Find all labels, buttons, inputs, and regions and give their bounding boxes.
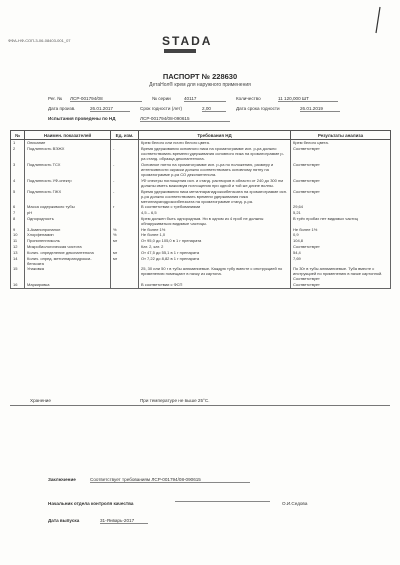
expiry-value: 26.01.2019 (300, 106, 340, 112)
row-unit: - (111, 177, 139, 188)
row-result: В трёх пробах нет видимых частиц (291, 215, 391, 226)
row-unit (111, 266, 139, 282)
row-result: Соответствует (291, 177, 391, 188)
row-unit: - (111, 162, 139, 178)
row-name: Колич. определение декспантенола (25, 249, 111, 255)
head-label: Начальник отдела контроля качества (48, 501, 134, 506)
col-result: Результаты анализа (291, 131, 391, 140)
row-number: 1 (11, 140, 25, 146)
row-name: Подлинность ВЭЖХ (25, 146, 111, 162)
row-requirement: От 47,5 до 55,1 в 1 г препарата (139, 249, 291, 255)
row-result: Не более 1% (291, 226, 391, 232)
row-result: 104,8 (291, 238, 391, 244)
row-number: 7 (11, 210, 25, 216)
row-result: 7,69 (291, 255, 391, 266)
row-name: Описание (25, 140, 111, 146)
handwritten-mark (366, 5, 386, 35)
conclusion-text: Соответствует требованиям ЛСР-001794/08-090615 (90, 477, 250, 483)
row-unit: мг (111, 238, 139, 244)
row-name: pH (25, 210, 111, 216)
row-requirement: Время удерживания пика метилпарагидроксибензоата на хроматограмме исп. р-ра должно соответствовать времени удерживания пика метилпарагидроксибензоата на хроматограмме станд. р-ра. (139, 188, 291, 204)
series-value: 40117 (184, 96, 226, 102)
row-unit: % (111, 232, 139, 238)
row-requirement: В соответствии с требованиями (139, 204, 291, 210)
row-number: 15 (11, 266, 25, 282)
row-name: 3-Аминопропанол (25, 226, 111, 232)
row-name: Упаковка (25, 266, 111, 282)
stada-logo (150, 34, 230, 56)
row-unit: % (111, 226, 139, 232)
qty-value: 11 120,000 ШТ (278, 96, 338, 102)
row-name: Колич. опред. метилпарагидрокси-бензоата (25, 255, 111, 266)
passport-title: ПАСПОРТ № 228630 (162, 72, 238, 81)
row-unit: - (111, 146, 139, 162)
row-requirement: 4,5 – 6,5 (139, 210, 291, 216)
row-result: 29,64 (291, 204, 391, 210)
signature-line (175, 501, 270, 502)
col-requirement: Требования НД (139, 131, 291, 140)
product-name: ДетаНол® крем для наружного применения (149, 82, 251, 88)
row-requirement: Крем белого или почти белого цвета. (139, 140, 291, 146)
row-unit (111, 215, 139, 226)
form-code: ФФА-НФ-СОП-3-06-08403-001_07 (8, 38, 71, 43)
table-header-row (11, 131, 391, 140)
row-name: Однородность (25, 215, 111, 226)
row-result: Соответствует (291, 162, 391, 178)
row-result: Соответствует (291, 146, 391, 162)
row-number: 3 (11, 162, 25, 178)
table-row (11, 188, 391, 204)
table-row (11, 282, 391, 288)
row-requirement: Время удерживания основного пика на хроматограмме исп. р-ра должно соответствовать времени удерживания основного пика на хроматограмме р-ра станд. образца декспантенола. (139, 146, 291, 162)
made-label: Дата произв. (48, 106, 76, 111)
row-requirement: От 7,22 до 8,82 в 1 г препарата (139, 255, 291, 266)
row-number: 10 (11, 232, 25, 238)
row-result: По 30г в тубы алюминиевые. Туба вместе с инструкцией по применению в пачке картонной. Соответствует (291, 266, 391, 282)
row-number: 11 (11, 238, 25, 244)
expiry-label: Дата срока годности (236, 106, 280, 111)
row-number: 5 (11, 188, 25, 204)
row-result: Соответствует (291, 244, 391, 250)
brand-name: STADA (162, 34, 213, 48)
series-label: № серии (152, 96, 171, 101)
row-requirement: В соответствии с ФСП (139, 282, 291, 288)
row-name: Маркировка (25, 282, 111, 288)
row-requirement: Не более 1,0 (139, 232, 291, 238)
nd-value: ЛСР-001794/08-090615 (140, 116, 230, 122)
date-label: Дата выпуска (48, 518, 80, 523)
col-number: № (11, 131, 25, 140)
table-row (11, 162, 391, 178)
row-name: Микробиологическая чистота (25, 244, 111, 250)
head-name: О.И.Седова (282, 501, 308, 506)
storage-text: При температуре не выше 25°С. (140, 398, 210, 403)
table-row (11, 266, 391, 282)
col-name: Наимен. показателей (25, 131, 111, 140)
row-requirement: Основное пятно на хроматограмме исп. р-ра по положению, размеру и интенсивности окраски должно соответствовать основному пятну на хроматограмме р-ра СО декспантенола. (139, 162, 291, 178)
col-unit: Ед. изм. (111, 131, 139, 140)
row-requirement: От 95,0 до 105,0 в 1 г препарата (139, 238, 291, 244)
row-unit: мг (111, 249, 139, 255)
row-number: 12 (11, 244, 25, 250)
row-unit: - (111, 188, 139, 204)
row-number: 6 (11, 204, 25, 210)
row-requirement: 25, 30 или 50 г в тубы алюминиевые. Каждую тубу вместе с инструкцией по применению помещают в пачку из картона. (139, 266, 291, 282)
date-value: 31-Январь-2017 (100, 518, 148, 524)
row-number: 16 (11, 282, 25, 288)
reg-value: ЛСР-001794/08 (70, 96, 142, 102)
logo-bar (164, 49, 196, 53)
storage-divider (10, 405, 390, 406)
row-unit: г (111, 204, 139, 210)
row-name: Пропиленгликоль (25, 238, 111, 244)
row-result: 54,4 (291, 249, 391, 255)
row-number: 13 (11, 249, 25, 255)
table-row (11, 255, 391, 266)
row-number: 8 (11, 215, 25, 226)
row-result: 5,21 (291, 210, 391, 216)
row-number: 2 (11, 146, 25, 162)
row-number: 14 (11, 255, 25, 266)
row-result: Соответствует (291, 188, 391, 204)
shelf-value: 2,00 (202, 106, 226, 112)
row-requirement: УФ спектры поглощения исп. и станд. растворов в области от 240 до 300 нм должны иметь максимум поглощения при одной и той же длине волны. (139, 177, 291, 188)
row-name: Подлинность ГЖХ (25, 188, 111, 204)
row-name: Хлорфенамин (25, 232, 111, 238)
reg-label: Рег. № (48, 96, 63, 101)
row-name: Подлинность УФ-спектр (25, 177, 111, 188)
row-unit (111, 282, 139, 288)
row-number: 4 (11, 177, 25, 188)
row-result: 0,9 (291, 232, 391, 238)
made-value: 26.01.2017 (90, 106, 130, 112)
row-name: Масса содержимого тубы (25, 204, 111, 210)
qty-label: Количество (236, 96, 261, 101)
analysis-table (10, 130, 391, 289)
row-requirement: Не более 1% (139, 226, 291, 232)
shelf-label: Срок годности (лет) (140, 106, 183, 111)
nd-label: Испытания проведены по НД (48, 116, 116, 121)
row-result: Соответствует (291, 282, 391, 288)
table-row (11, 146, 391, 162)
row-requirement: Кат. 2, кат. 2 (139, 244, 291, 250)
row-name: Подлинность ТСХ (25, 162, 111, 178)
row-unit: мг (111, 255, 139, 266)
table-row (11, 177, 391, 188)
row-result: Крем белого цвета. (291, 140, 391, 146)
row-number: 9 (11, 226, 25, 232)
conclusion-label: Заключение (48, 477, 76, 482)
row-requirement: Крем должен быть однородным. Ни в одном из 4 проб не должны обнаруживаться видимые частицы. (139, 215, 291, 226)
storage-label: Хранение (30, 398, 51, 403)
table-row (11, 215, 391, 226)
